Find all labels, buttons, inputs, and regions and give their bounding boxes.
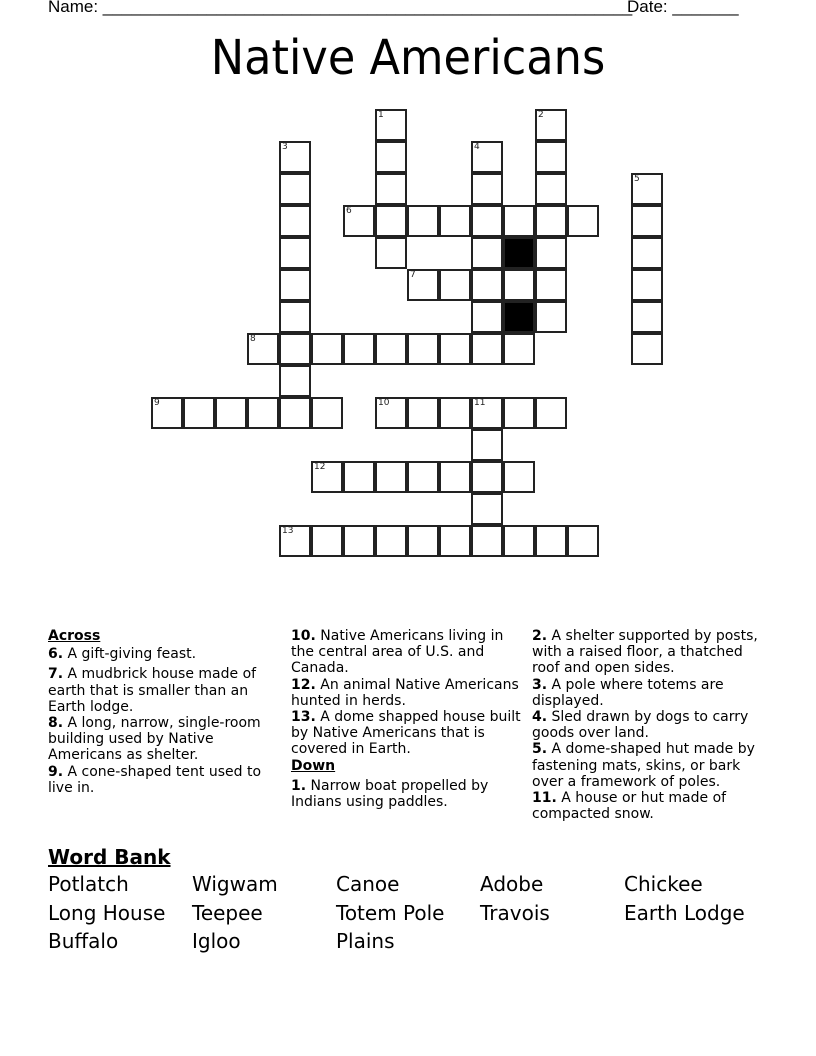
word-bank-item: Plains — [336, 929, 395, 953]
grid-cell[interactable] — [151, 397, 183, 429]
clue-down-3: 3. A pole where totems are displayed. — [532, 676, 724, 709]
grid-cell[interactable] — [183, 397, 215, 429]
grid-cell[interactable] — [471, 141, 503, 173]
clue-down-11: 11. A house or hut made of compacted snow. — [532, 790, 727, 823]
clues-column-1 — [48, 628, 288, 796]
grid-cell[interactable] — [535, 173, 567, 205]
grid-cell[interactable] — [343, 461, 375, 493]
clue-number: 1 — [378, 110, 384, 120]
grid-cell[interactable] — [375, 237, 407, 269]
grid-cell[interactable] — [279, 301, 311, 333]
word-bank-item: Totem Pole — [336, 900, 445, 925]
grid-cell[interactable] — [311, 525, 343, 557]
grid-cell[interactable] — [567, 205, 599, 237]
grid-cell[interactable] — [535, 525, 567, 557]
grid-cell[interactable] — [311, 397, 343, 429]
clue-number: 11 — [474, 398, 486, 408]
word-bank-item: Canoe — [336, 872, 400, 896]
grid-cell[interactable] — [503, 397, 535, 429]
word-bank-item: Teepee — [192, 900, 263, 925]
clue-number: 2 — [538, 110, 544, 120]
grid-cell[interactable] — [471, 493, 503, 525]
grid-cell[interactable] — [631, 237, 663, 269]
grid-cell[interactable] — [471, 461, 503, 493]
grid-cell[interactable] — [439, 269, 471, 301]
grid-cell[interactable] — [407, 525, 439, 557]
grid-cell[interactable] — [631, 269, 663, 301]
grid-cell[interactable] — [471, 237, 503, 269]
grid-cell[interactable] — [215, 397, 247, 429]
grid-cell[interactable] — [311, 461, 343, 493]
grid-cell[interactable] — [311, 333, 343, 365]
clues-column-3 — [532, 628, 772, 822]
grid-cell[interactable] — [535, 109, 567, 141]
clue-number: 12 — [314, 462, 326, 472]
clue-number: 9 — [154, 398, 160, 408]
grid-cell[interactable] — [343, 205, 375, 237]
date-field[interactable]: Date: _______ — [627, 0, 739, 16]
black-cell — [503, 237, 535, 269]
grid-cell[interactable] — [631, 173, 663, 205]
grid-cell[interactable] — [279, 525, 311, 557]
clue-number: 4 — [474, 142, 480, 152]
grid-cell[interactable] — [503, 525, 535, 557]
grid-cell[interactable] — [407, 397, 439, 429]
grid-cell[interactable] — [471, 397, 503, 429]
word-bank-item: Potlatch — [48, 872, 129, 896]
word-bank-item: Wigwam — [192, 872, 278, 896]
grid-cell[interactable] — [375, 141, 407, 173]
grid-cell[interactable] — [535, 205, 567, 237]
grid-cell[interactable] — [279, 205, 311, 237]
grid-cell[interactable] — [375, 205, 407, 237]
name-field[interactable]: Name: ________________________________________________________ — [48, 0, 633, 16]
grid-cell[interactable] — [343, 333, 375, 365]
clue-number: 6 — [346, 206, 352, 216]
grid-cell[interactable] — [279, 269, 311, 301]
grid-cell[interactable] — [471, 333, 503, 365]
grid-cell[interactable] — [535, 141, 567, 173]
grid-cell[interactable] — [407, 205, 439, 237]
clue-across-8: 8. A long, narrow, single-room building used by Native Americans as shelter. — [48, 715, 261, 764]
grid-cell[interactable] — [503, 269, 535, 301]
word-bank-item: Earth Lodge — [624, 900, 745, 925]
down-heading: Down — [291, 757, 336, 774]
word-bank-item: Chickee — [624, 872, 703, 896]
clues-column-2 — [291, 628, 527, 810]
grid-cell[interactable] — [375, 397, 407, 429]
grid-cell[interactable] — [279, 333, 311, 365]
clue-down-1: 1. Narrow boat propelled by Indians using paddles. — [291, 777, 489, 811]
black-cell — [503, 301, 535, 333]
word-bank-title: Word Bank — [48, 845, 171, 869]
clue-number: 5 — [634, 174, 640, 184]
grid-cell[interactable] — [535, 397, 567, 429]
word-bank-item: Buffalo — [48, 929, 119, 953]
grid-cell[interactable] — [535, 269, 567, 301]
grid-cell[interactable] — [407, 269, 439, 301]
grid-cell[interactable] — [375, 333, 407, 365]
grid-cell[interactable] — [375, 525, 407, 557]
clue-across-13: 13. A dome shapped house built by Native Americans that is covered in Earth. — [291, 709, 521, 758]
grid-cell[interactable] — [439, 397, 471, 429]
grid-cell[interactable] — [279, 365, 311, 397]
grid-cell[interactable] — [567, 525, 599, 557]
grid-cell[interactable] — [279, 141, 311, 173]
grid-cell[interactable] — [375, 173, 407, 205]
grid-cell[interactable] — [407, 461, 439, 493]
grid-cell[interactable] — [375, 109, 407, 141]
clue-number: 8 — [250, 334, 256, 344]
grid-cell[interactable] — [503, 461, 535, 493]
grid-cell[interactable] — [471, 269, 503, 301]
grid-cell[interactable] — [503, 205, 535, 237]
clue-across-9: 9. A cone-shaped tent used to live in. — [48, 763, 262, 796]
word-bank-item: Adobe — [480, 872, 544, 896]
clue-down-4: 4. Sled drawn by dogs to carry goods over land. — [532, 709, 749, 742]
grid-cell[interactable] — [343, 525, 375, 557]
grid-cell[interactable] — [471, 525, 503, 557]
clue-number: 13 — [282, 526, 294, 536]
clue-down-2: 2. A shelter supported by posts, with a raised floor, a thatched roof and open sides. — [532, 628, 758, 677]
grid-cell[interactable] — [375, 461, 407, 493]
clue-across-7: 7. A mudbrick house made of earth that is smaller than an Earth lodge. — [48, 666, 257, 715]
clue-across-6: 6. A gift-giving feast. — [48, 646, 197, 663]
grid-cell[interactable] — [279, 173, 311, 205]
across-heading: Across — [48, 628, 101, 644]
clue-number: 3 — [282, 142, 288, 152]
clue-number: 10 — [378, 398, 390, 408]
grid-cell[interactable] — [631, 301, 663, 333]
grid-cell[interactable] — [471, 429, 503, 461]
grid-cell[interactable] — [471, 205, 503, 237]
grid-cell[interactable] — [471, 301, 503, 333]
grid-cell[interactable] — [247, 397, 279, 429]
clue-number: 7 — [410, 270, 416, 280]
clue-down-5: 5. A dome-shaped hut made by fastening mats, skins, or bark over a framework of poles. — [532, 741, 755, 790]
word-bank — [48, 872, 788, 958]
grid-cell[interactable] — [503, 333, 535, 365]
grid-cell[interactable] — [279, 397, 311, 429]
word-bank-item: Travois — [480, 900, 550, 925]
word-bank-item: Igloo — [192, 929, 241, 953]
grid-cell[interactable] — [535, 301, 567, 333]
grid-cell[interactable] — [439, 461, 471, 493]
grid-cell[interactable] — [439, 525, 471, 557]
grid-cell[interactable] — [439, 333, 471, 365]
grid-cell[interactable] — [631, 205, 663, 237]
word-bank-item: Long House — [48, 900, 166, 925]
grid-cell[interactable] — [471, 173, 503, 205]
grid-cell[interactable] — [279, 237, 311, 269]
clue-across-12: 12. An animal Native Americans hunted in herds. — [291, 676, 519, 709]
page-title: Native Americans — [210, 30, 606, 86]
grid-cell[interactable] — [631, 333, 663, 365]
clue-across-10: 10. Native Americans living in the central area of U.S. and Canada. — [291, 628, 504, 677]
grid-cell[interactable] — [439, 205, 471, 237]
grid-cell[interactable] — [535, 237, 567, 269]
grid-cell[interactable] — [247, 333, 279, 365]
grid-cell[interactable] — [407, 333, 439, 365]
